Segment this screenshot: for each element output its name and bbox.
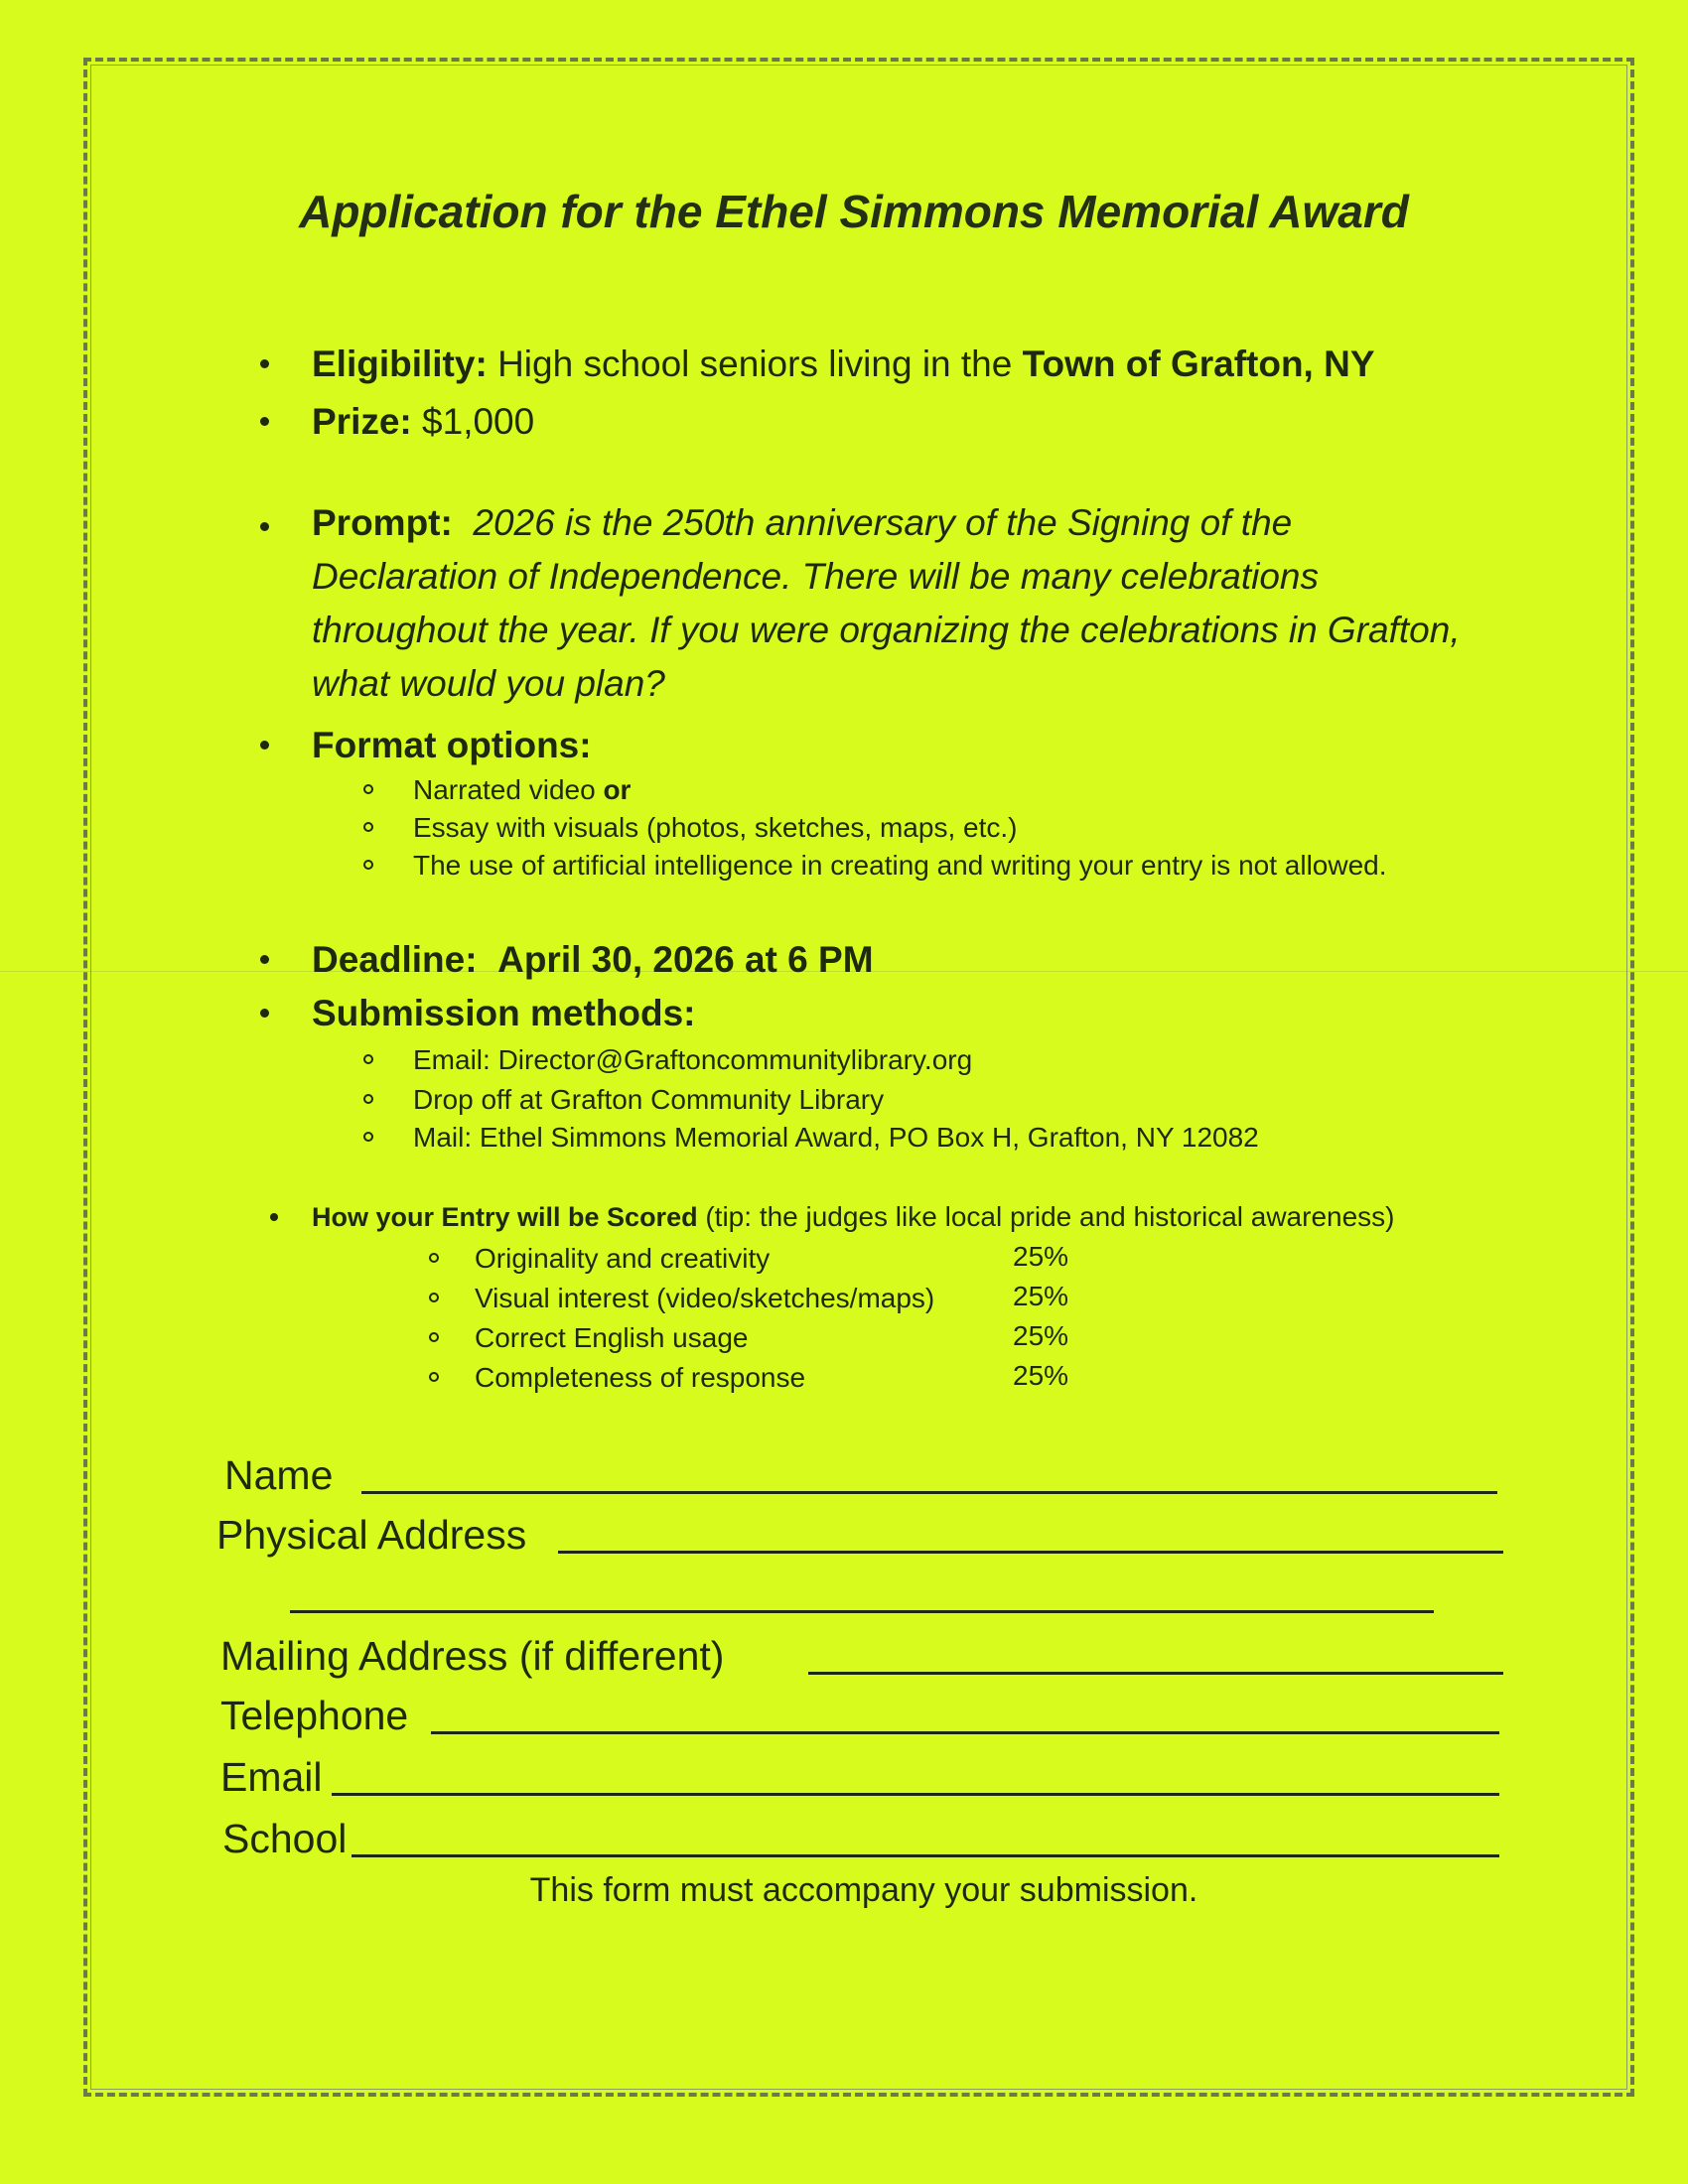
deadline-date: April 30, 2026 at 6 PM xyxy=(497,939,874,980)
circle-bullet-icon xyxy=(363,1094,373,1104)
scoring-weight: 25% xyxy=(1013,1241,1069,1272)
scoring-weight: 25% xyxy=(1013,1281,1069,1311)
submission-method-email: Email: Director@Graftoncommunitylibrary.org xyxy=(413,1044,973,1075)
circle-bullet-icon xyxy=(363,860,373,870)
page-title: Application for the Ethel Simmons Memorial Award xyxy=(299,186,1409,237)
submission-method-mail: Mail: Ethel Simmons Memorial Award, PO Box H, Grafton, NY 12082 xyxy=(413,1122,1259,1153)
bullet-icon xyxy=(260,955,269,964)
circle-bullet-icon xyxy=(363,784,373,794)
circle-bullet-icon xyxy=(363,822,373,832)
prize-amount: $1,000 xyxy=(422,401,535,442)
email-field[interactable] xyxy=(332,1793,1499,1796)
format-option-text: Narrated video xyxy=(413,774,596,805)
scoring-tip: (tip: the judges like local pride and historical awareness) xyxy=(705,1201,1395,1232)
physical-address-field-line2[interactable] xyxy=(290,1610,1434,1613)
prompt-item xyxy=(312,496,1464,711)
scoring-criterion-text: Completeness of response xyxy=(475,1362,806,1393)
name-field[interactable] xyxy=(361,1491,1497,1494)
eligibility-text: High school seniors living in the xyxy=(497,343,1013,384)
bullet-icon xyxy=(260,359,269,368)
bullet-icon xyxy=(260,417,269,426)
format-option-text: Essay with visuals (photos, sketches, maps, etc.) xyxy=(413,812,1018,843)
circle-bullet-icon xyxy=(429,1372,439,1382)
submission-label: Submission methods: xyxy=(312,993,696,1033)
name-label: Name xyxy=(224,1452,334,1498)
scoring-criterion-text: Originality and creativity xyxy=(475,1243,771,1274)
format-option-or: or xyxy=(603,774,632,805)
mailing-address-field[interactable] xyxy=(808,1672,1503,1675)
circle-bullet-icon xyxy=(363,1132,373,1142)
school-field[interactable] xyxy=(352,1854,1499,1857)
bullet-icon xyxy=(260,522,269,531)
prize-label: Prize: xyxy=(312,401,412,442)
bullet-icon xyxy=(270,1213,278,1221)
eligibility-town: Town of Grafton, NY xyxy=(1022,343,1375,384)
email-label: Email xyxy=(220,1754,323,1800)
telephone-field[interactable] xyxy=(431,1731,1499,1734)
telephone-label: Telephone xyxy=(220,1693,409,1738)
bullet-icon xyxy=(260,1009,269,1018)
circle-bullet-icon xyxy=(363,1054,373,1064)
circle-bullet-icon xyxy=(429,1293,439,1302)
submission-method-dropoff: Drop off at Grafton Community Library xyxy=(413,1084,885,1115)
format-label: Format options: xyxy=(312,725,592,765)
physical-address-field[interactable] xyxy=(558,1551,1503,1554)
circle-bullet-icon xyxy=(429,1253,439,1263)
scoring-weight: 25% xyxy=(1013,1360,1069,1391)
school-label: School xyxy=(222,1816,348,1861)
mailing-address-label: Mailing Address (if different) xyxy=(220,1633,725,1679)
scoring-weight: 25% xyxy=(1013,1320,1069,1351)
prompt-text: 2026 is the 250th anniversary of the Signing of the Declaration of Independence. There will be many celebrations throughout the year. If you were organizing the celebrations in Grafton, what would you plan? xyxy=(312,502,1461,704)
bullet-icon xyxy=(260,741,269,750)
deadline-label: Deadline: xyxy=(312,939,478,980)
scoring-label: How your Entry will be Scored xyxy=(312,1202,698,1232)
circle-bullet-icon xyxy=(429,1332,439,1342)
physical-address-label: Physical Address xyxy=(216,1512,527,1558)
format-option-text: The use of artificial intelligence in creating and writing your entry is not allowed. xyxy=(413,850,1387,881)
eligibility-label: Eligibility: xyxy=(312,343,488,384)
footer-note: This form must accompany your submission. xyxy=(529,1871,1198,1909)
prompt-label: Prompt: xyxy=(312,502,453,543)
scoring-criterion-text: Visual interest (video/sketches/maps) xyxy=(475,1283,935,1313)
scoring-criterion-text: Correct English usage xyxy=(475,1322,749,1353)
